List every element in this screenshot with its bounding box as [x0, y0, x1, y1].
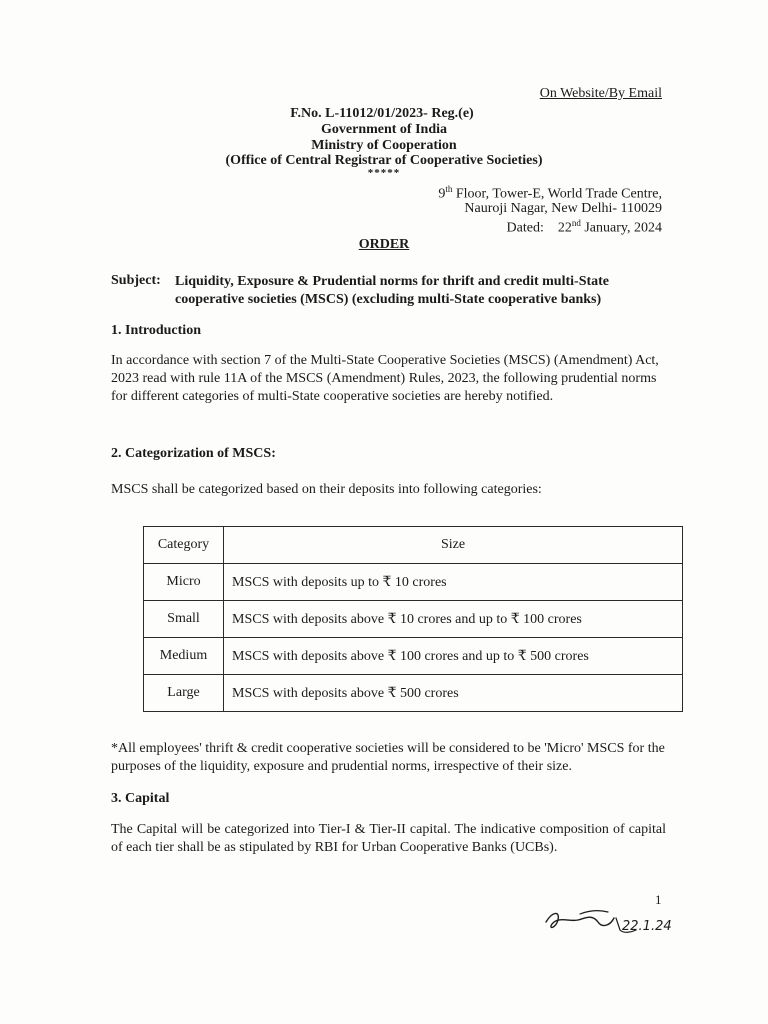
- subject-text: Liquidity, Exposure & Prudential norms for thrift and credit multi-State cooperative societies (MSCS) (excluding multi-State cooperative banks): [175, 274, 610, 307]
- date-suffix: nd: [571, 218, 581, 228]
- floor-rest: Floor, Tower-E, World Trade Centre,: [452, 186, 662, 202]
- capital-paragraph: The Capital will be categorized into Tier-I & Tier-II capital. The indicative composition of capital of each tier shall be as stipulated by RBI for Urban Cooperative Banks (UCBs).: [111, 822, 666, 855]
- category-table: [143, 526, 683, 712]
- date-day: 22: [557, 220, 572, 236]
- signature-date: 22.1.24: [622, 919, 672, 934]
- size-cell: MSCS with deposits above ₹ 10 crores and up to ₹ 100 crores: [224, 601, 683, 638]
- table-row: [144, 638, 683, 675]
- section-heading-introduction: 1. Introduction: [111, 323, 201, 338]
- section-heading-categorization: 2. Categorization of MSCS:: [111, 446, 276, 461]
- page-number: 1: [655, 892, 662, 907]
- government-line: Government of India: [321, 122, 447, 137]
- column-header-category: Category: [144, 527, 224, 564]
- size-cell: MSCS with deposits up to ₹ 10 crores: [224, 564, 683, 601]
- column-header-size: Size: [224, 527, 683, 564]
- section-heading-capital: 3. Capital: [111, 791, 170, 806]
- date-rest: January, 2024: [580, 220, 662, 236]
- employees-note: *All employees' thrift & credit cooperative societies will be considered to be 'Micro' MSCS for the purposes of the liquidity, exposure and prudential norms, irrespective of their size.: [111, 741, 665, 774]
- introduction-paragraph: In accordance with section 7 of the Multi-State Cooperative Societies (MSCS) (Amendment) Act, 2023 read with rule 11A of the MSCS (Amendment) Rules, 2023, the following prudential norms for different categories of multi-State cooperative societies are hereby notified.: [111, 353, 659, 404]
- table-row: [144, 675, 683, 712]
- header-stars: *****: [367, 167, 401, 179]
- category-cell: Micro: [144, 564, 224, 601]
- category-cell: Large: [144, 675, 224, 712]
- table-header-row: [144, 527, 683, 564]
- order-title: ORDER: [358, 237, 410, 252]
- category-cell: Small: [144, 601, 224, 638]
- ministry-line: Ministry of Cooperation: [311, 138, 457, 153]
- signature-icon: [540, 900, 690, 942]
- table-row: [144, 564, 683, 601]
- subject-label: Subject:: [111, 273, 161, 288]
- categorization-paragraph: MSCS shall be categorized based on their deposits into following categories:: [111, 482, 542, 497]
- size-cell: MSCS with deposits above ₹ 100 crores and up to ₹ 500 crores: [224, 638, 683, 675]
- floor-number: 9: [438, 186, 446, 202]
- address-line-2: Nauroji Nagar, New Delhi- 110029: [464, 201, 662, 216]
- floor-suffix: th: [445, 184, 453, 194]
- category-cell: Medium: [144, 638, 224, 675]
- table-row: [144, 601, 683, 638]
- delivery-mode: On Website/By Email: [539, 86, 662, 101]
- date-line: [507, 218, 662, 237]
- address-line-1: [438, 184, 662, 203]
- office-line: (Office of Central Registrar of Cooperative Societies): [225, 153, 543, 168]
- file-number: F.No. L-11012/01/2023- Reg.(e): [290, 106, 474, 121]
- dated-label: Dated:: [506, 220, 544, 236]
- size-cell: MSCS with deposits above ₹ 500 crores: [224, 675, 683, 712]
